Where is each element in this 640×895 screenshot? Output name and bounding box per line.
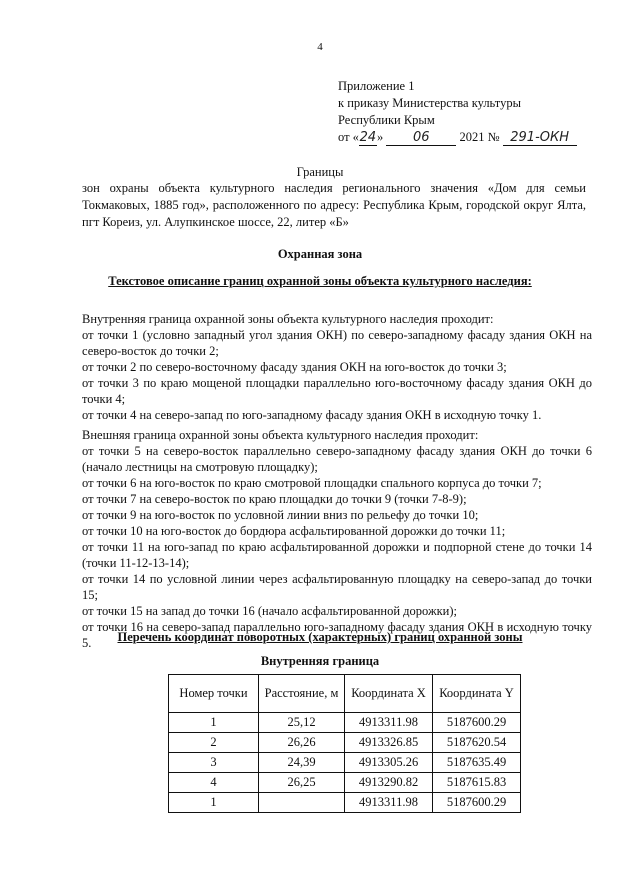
paragraph: от точки 16 на северо-запад параллельно юго-западному фасаду здания ОКН в исходную точку 5.	[82, 620, 592, 650]
cell-distance: 26,25	[259, 773, 345, 793]
paragraph: от точки 5 на северо-восток параллельно северо-западному фасаду здания ОКН до точки 6 (начало лестницы на смотровую площадку);	[82, 444, 592, 474]
header-point-number: Номер точки	[169, 675, 259, 713]
paragraph: от точки 7 на северо-восток по краю площадки до точки 9 (точки 7-8-9);	[82, 492, 467, 506]
paragraph: от точки 10 на юго-восток до бордюра асфальтированной дорожки до точки 11;	[82, 524, 506, 538]
cell-y: 5187600.29	[433, 793, 521, 813]
paragraph: от точки 2 по северо-восточному фасаду здания ОКН на юго-восток до точки 3;	[82, 360, 507, 374]
text-description-heading: Текстовое описание границ охранной зоны объекта культурного наследия:	[108, 274, 532, 288]
date-year: 2021 №	[459, 130, 500, 144]
paragraph: от точки 3 по краю мощеной площадки параллельно юго-восточному фасаду здания ОКН до точки 4;	[82, 376, 592, 406]
date-month: 06	[386, 131, 456, 146]
paragraph: от точки 4 на северо-запад по юго-западному фасаду здания ОКН в исходную точку 1.	[82, 408, 542, 422]
header-coordinate-y: Координата Y	[433, 675, 521, 713]
cell-point: 2	[169, 733, 259, 753]
header-coordinate-x: Координата X	[345, 675, 433, 713]
page-number: 4	[317, 41, 323, 53]
paragraph: от точки 11 на юго-запад по краю асфальтированной дорожки и подпорной стене до точки 14 (точки 11-12-13-14);	[82, 540, 592, 570]
table-row	[169, 713, 521, 733]
table-row	[169, 753, 521, 773]
document-title: Границы	[296, 165, 344, 179]
inner-boundary-table-label: Внутренняя граница	[260, 654, 380, 668]
paragraph: от точки 15 на запад до точки 16 (начало асфальтированной дорожки);	[82, 604, 457, 618]
cell-point: 4	[169, 773, 259, 793]
cell-y: 5187620.54	[433, 733, 521, 753]
table-row	[169, 773, 521, 793]
appendix-line-2: к приказу Министерства культуры	[338, 96, 521, 110]
cell-x: 4913305.26	[345, 753, 433, 773]
cell-point: 1	[169, 713, 259, 733]
cell-y: 5187615.83	[433, 773, 521, 793]
paragraph: от точки 6 на юго-восток по краю смотровой площадки спального корпуса до точки 7;	[82, 476, 542, 490]
paragraph: от точки 9 на юго-восток по условной линии вниз по рельефу до точки 10;	[82, 508, 479, 522]
cell-x: 4913326.85	[345, 733, 433, 753]
appendix-line-3: Республики Крым	[338, 113, 435, 127]
order-number: 291-ОКН	[503, 131, 577, 146]
zone-heading: Охранная зона	[277, 247, 363, 261]
cell-x: 4913311.98	[345, 713, 433, 733]
cell-point: 1	[169, 793, 259, 813]
paragraph: Внешняя граница охранной зоны объекта культурного наследия проходит:	[82, 428, 479, 442]
cell-x: 4913311.98	[345, 793, 433, 813]
date-mid: »	[376, 130, 384, 144]
table-row	[169, 733, 521, 753]
cell-point: 3	[169, 753, 259, 773]
appendix-date-line	[338, 129, 577, 146]
cell-y: 5187635.49	[433, 753, 521, 773]
header-distance: Расстояние, м	[259, 675, 345, 713]
paragraph: Внутренняя граница охранной зоны объекта культурного наследия проходит:	[82, 312, 494, 326]
cell-distance: 25,12	[259, 713, 345, 733]
cell-distance	[259, 793, 345, 813]
date-day: 24	[359, 130, 377, 145]
table-row	[169, 793, 521, 813]
appendix-block	[338, 78, 577, 146]
cell-distance: 26,26	[259, 733, 345, 753]
date-prefix: от «	[338, 130, 359, 144]
table-header-row	[169, 675, 521, 713]
inner-boundary-description	[82, 311, 592, 423]
cell-x: 4913290.82	[345, 773, 433, 793]
cell-y: 5187600.29	[433, 713, 521, 733]
appendix-line-1: Приложение 1	[338, 79, 415, 93]
outer-boundary-description	[82, 427, 592, 651]
document-intro: зон охраны объекта культурного наследия регионального значения «Дом для семьи Токмаковых, 1885 год», расположенного по адресу: Республика Крым, городской округ Ялта, пгт Кореиз, ул. Алупкинское шоссе, 22, литер «Б»	[82, 181, 586, 229]
coordinates-table	[168, 674, 521, 813]
paragraph: от точки 1 (условно западный угол здания ОКН) по северо-западному фасаду здания ОКН на северо-восток до точки 2;	[82, 328, 592, 358]
cell-distance: 24,39	[259, 753, 345, 773]
coordinates-list-heading: Перечень координат поворотных (характерных) границ охранной зоны	[117, 630, 523, 644]
paragraph: от точки 14 по условной линии через асфальтированную площадку на северо-запад до точки 15;	[82, 572, 592, 602]
